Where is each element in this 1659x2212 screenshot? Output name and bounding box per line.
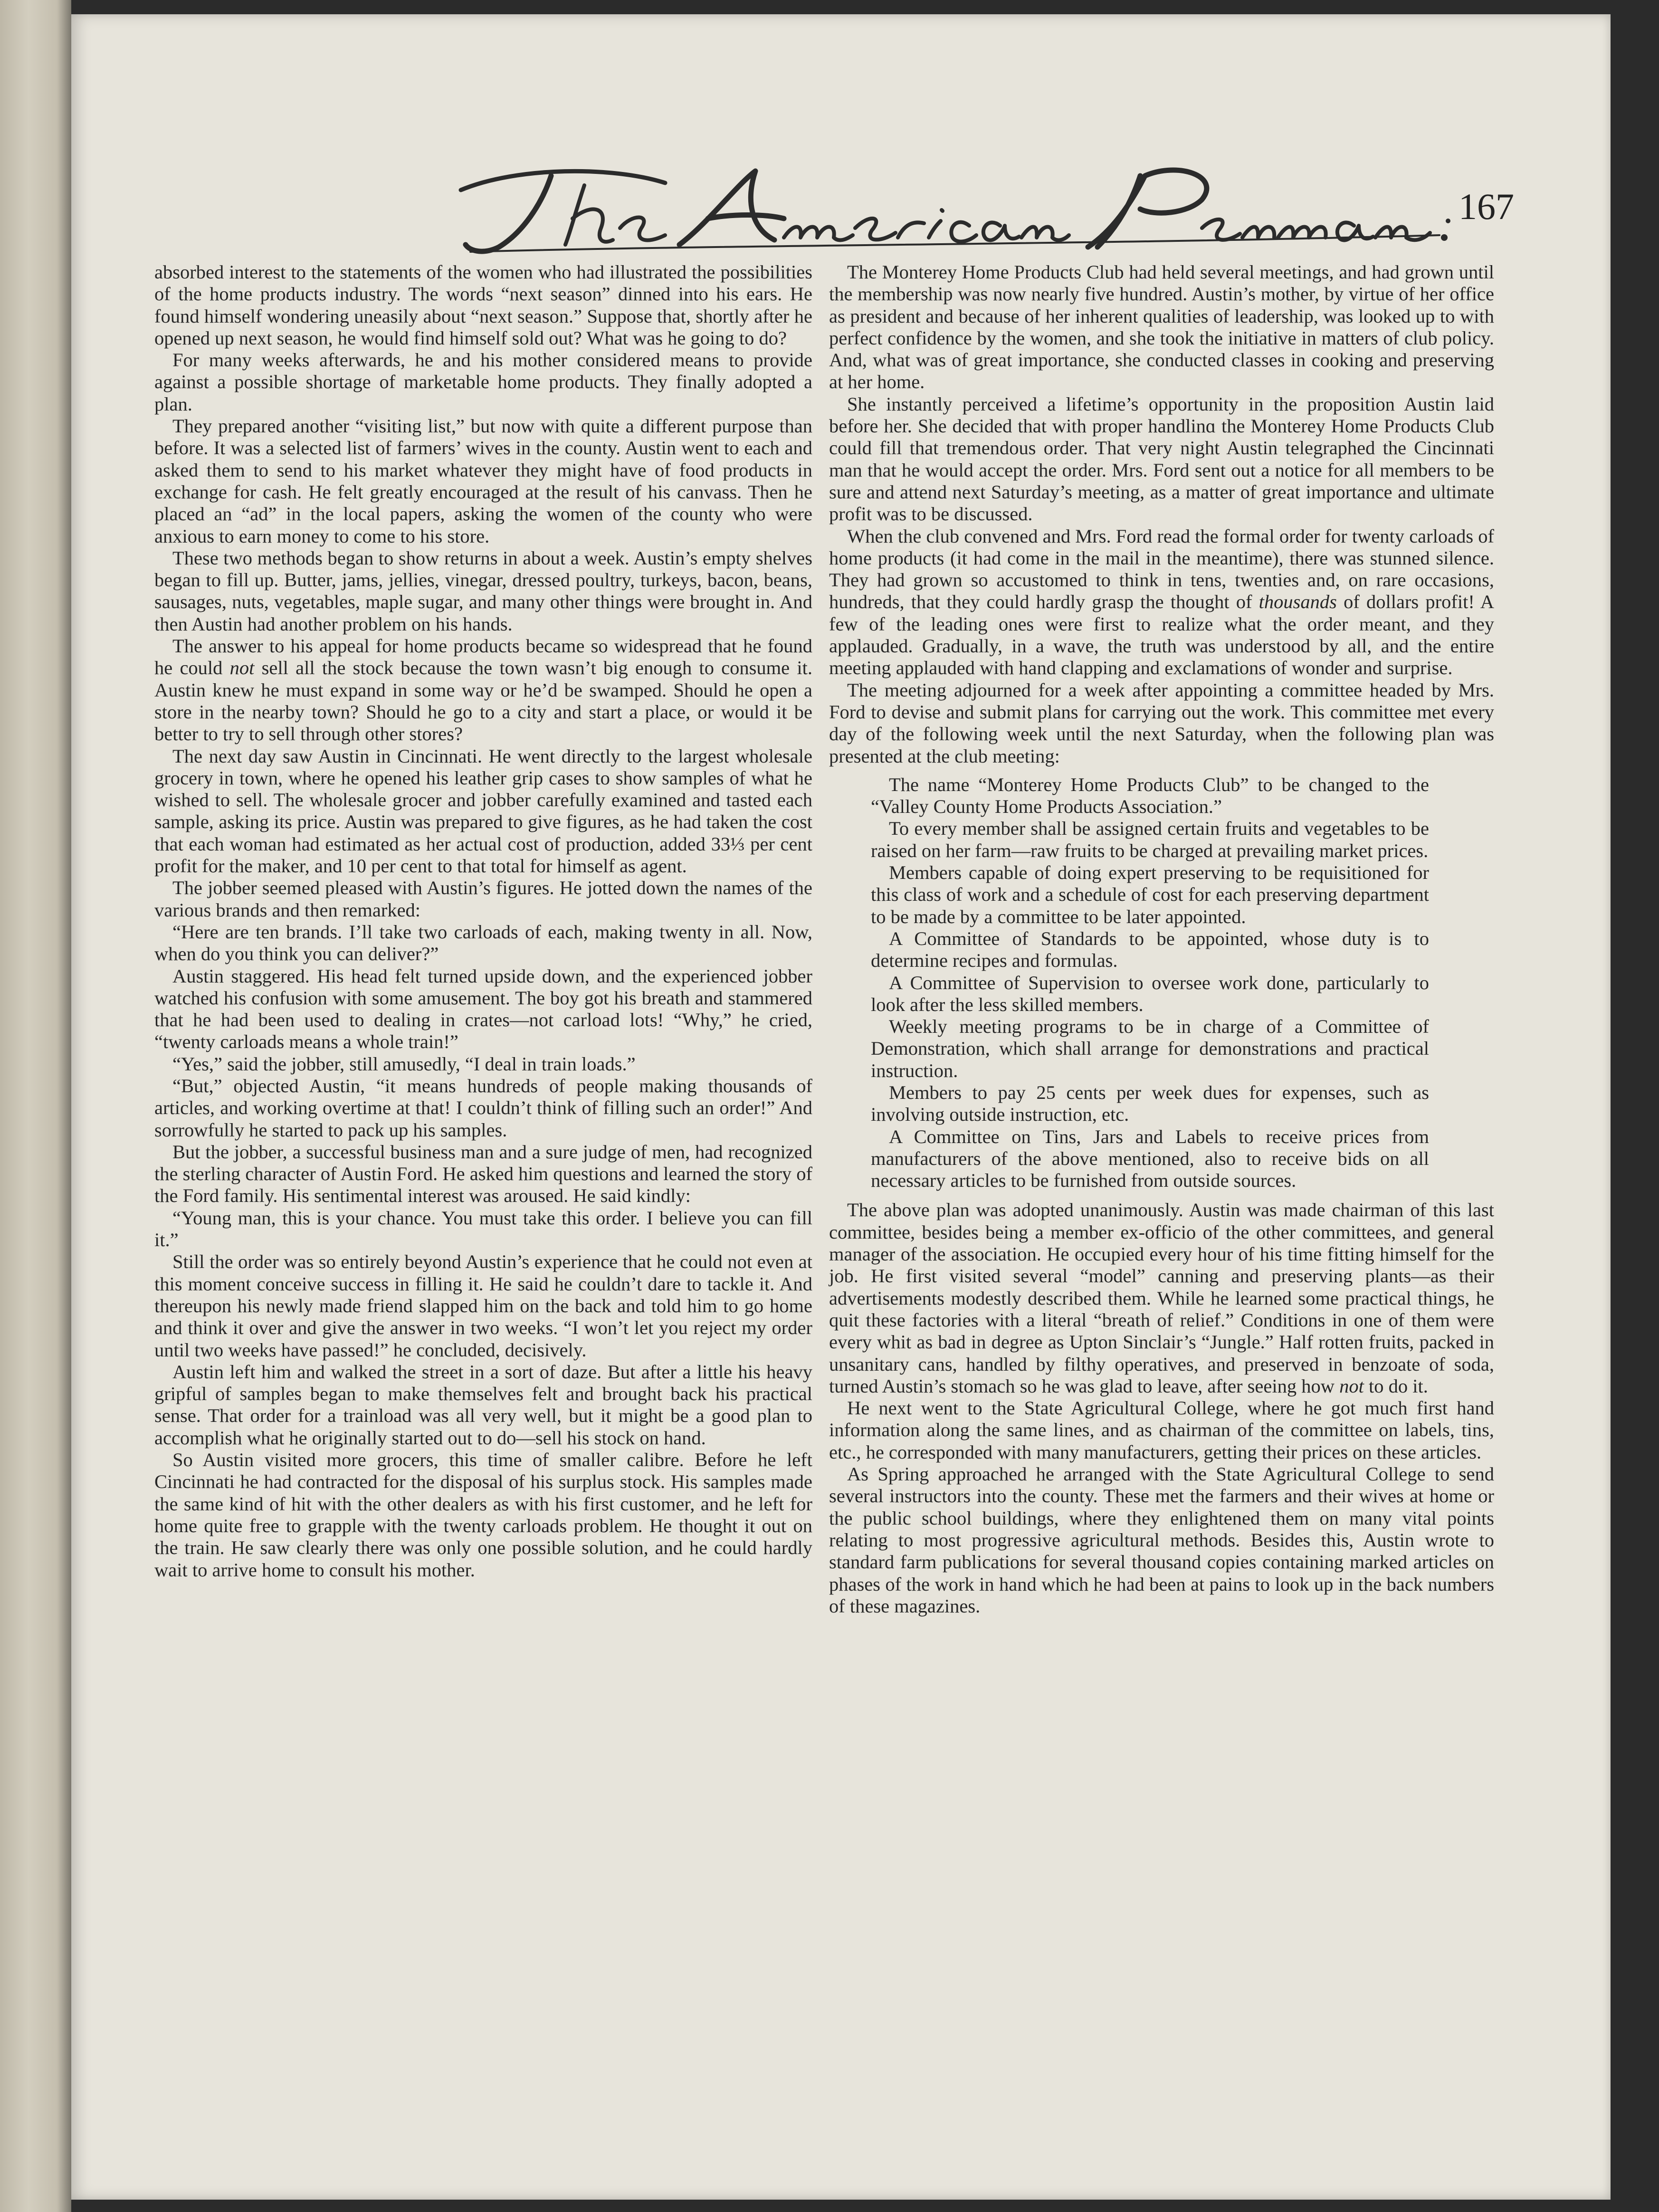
italic-word: thousands [1259,591,1337,613]
plan-item: A Committee on Tins, Jars and Labels to receive prices from manufacturers of the above mentioned, also to receive bids on all necessary articles to be furnished from outside sources. [871,1125,1429,1192]
text-run: The answer to his appeal for home products became so widespread that he found he could [154,635,812,679]
page-number: 167 [1459,186,1514,227]
text-run: The above plan was adopted unanimously. Austin was made chairman of this last committee, besides being a member ex-officio of the other committees, and general manager of the association. He occupied every hour of his time fitting himself for the job. He first visited several “model” canning and preserving plants—as their advertisements modestly described them. While he learned some practical things, he quit these factories with a literal “breath of relief.” Conditions in one of them were every whit as bad in degree as Upton Sinclair’s “Jungle.” Half rotten fruits, packed in unsanitary cans, handled by filthy operatives, and preserved in benzoate of soda, turned Austin’s stomach so he was glad to leave, after seeing how [829,1199,1494,1397]
plan-item: The name “Monterey Home Products Club” to be changed to the “Valley County Home Products Association.” [871,773,1429,818]
club-plan-list [871,774,1429,1192]
plan-item: Members to pay 25 cents per week dues for expenses, such as involving outside instruction, etc. [871,1081,1429,1125]
paragraph: “But,” objected Austin, “it means hundreds of people making thousands of articles, and working overtime at that! I couldn’t think of filling such an order!” And sorrowfully he started to pack up his samples. [154,1075,812,1141]
right-column [829,261,1494,1617]
previous-page-edge [0,0,71,2212]
paragraph: “Here are ten brands. I’ll take two carloads of each, making twenty in all. Now, when do you think you can deliver?” [154,921,812,965]
paragraph: Austin staggered. His head felt turned upside down, and the experienced jobber watched his confusion with some amusement. The boy got his breath and stammered that he had been used to dealing in crates—not carload lots! “Why,” he cried, “twenty carloads means a whole train!” [154,965,812,1053]
text-run: of dollars profit! A few of the leading ones were first to realize what the order meant, and they applauded. Gradually, in a wave, the truth was understood by all, and the entire meeting applauded with hand clapping and exclamations of wonder and surprise. [829,591,1494,679]
paragraph: The next day saw Austin in Cincinnati. He went directly to the largest wholesale grocery in town, where he opened his leather grip cases to show samples of what he wished to sell. The wholesale grocer and jobber carefully examined and tasted each sample, asking its price. Austin was prepared to give figures, as he had taken the cost that each woman had estimated as her actual cost of production, added 33⅓ per cent profit for the maker, and 10 per cent to that total for himself as agent. [154,745,812,877]
paragraph: Still the order was so entirely beyond Austin’s experience that he could not even at this moment conceive success in filling it. He said he couldn’t dare to tackle it. And thereupon his newly made friend slapped him on the back and told him to go home and think it over and give the answer in two weeks. “I won’t let you reject my order until two weeks have passed!” he concluded, decisively. [154,1251,812,1361]
italic-word: not [1339,1375,1364,1397]
paragraph: The Monterey Home Products Club had held several meetings, and had grown until the membership was now nearly five hundred. Austin’s mother, by virtue of her office as president and because of her inherent qualities of leadership, was looked up to with perfect confidence by the women, and she took the initiative in matters of club policy. And, what was of great importance, she conducted classes in cooking and preserving at her home. [829,261,1494,393]
paragraph: absorbed interest to the statements of the women who had illustrated the possibilities of the home products industry. The words “next season” dinned into his ears. He found himself wondering uneasily about “next season.” Suppose that, shortly after he opened up next season, he would find himself sold out? What was he going to do? [154,261,812,349]
italic-word: not [229,657,255,679]
plan-item: Members capable of doing expert preserving to be requisitioned for this class of work and a schedule of cost for each preserving department to be made by a committee to be later appointed. [871,862,1429,927]
plan-item: A Committee of Supervision to oversee work done, particularly to look after the less skilled members. [871,972,1429,1015]
paragraph: The meeting adjourned for a week after appointing a committee headed by Mrs. Ford to devise and submit plans for carrying out the work. This committee met every day of the following week until the next Saturday, when the following plan was presented at the club meeting: [829,679,1494,767]
paragraph: But the jobber, a successful business man and a sure judge of men, had recognized the sterling character of Austin Ford. He asked him questions and learned the story of the Ford family. His sentimental interest was aroused. He said kindly: [154,1141,812,1207]
magazine-page [71,14,1611,2200]
text-run: sell all the stock because the town wasn’t big enough to consume it. Austin knew he must expand in some way or he’d be swamped. Should he open a store in the nearby town? Should he go to a city and start a place, or would it be better to try to sell through other stores? [154,657,812,745]
paragraph [829,525,1494,679]
paragraph: “Yes,” said the jobber, still amusedly, “I deal in train loads.” [172,1053,636,1075]
plan-item: Weekly meeting programs to be in charge of a Committee of Demonstration, which shall arrange for demonstrations and practical instruction. [871,1016,1429,1081]
paragraph: He next went to the State Agricultural College, where he got much first hand information along the same lines, and as chairman of the committee on labels, tins, etc., he corresponded with many manufacturers, getting their prices on these articles. [829,1397,1494,1463]
paragraph: For many weeks afterwards, he and his mother considered means to provide against a possible shortage of marketable home products. They finally adopted a plan. [154,349,812,415]
paragraph: Austin left him and walked the street in a sort of daze. But after a little his heavy gripful of samples began to make themselves felt and brought back his practical sense. That order for a trainload was all very well, but it might be a good plan to accomplish what he originally started out to do—sell his stock on hand. [154,1361,812,1449]
paragraph: These two methods began to show returns in about a week. Austin’s empty shelves began to fill up. Butter, jams, jellies, vinegar, dressed poultry, turkeys, bacon, beans, sausages, nuts, vegetables, maple sugar, and many other things were brought in. And then Austin had another problem on his hands. [154,547,812,635]
plan-item: A Committee of Standards to be appointed, whose duty is to determine recipes and formulas. [871,927,1429,972]
paragraph [154,635,812,745]
paragraph [829,1199,1494,1397]
plan-item: To every member shall be assigned certain fruits and vegetables to be raised on her farm—raw fruits to be charged at prevailing market prices. [871,818,1429,861]
paragraph: So Austin visited more grocers, this time of smaller calibre. Before he left Cincinnati he had contracted for the disposal of his surplus stock. His samples made the same kind of hit with the other dealers as with his first customer, and he left for home quite free to grapple with the twenty carloads problem. He thought it out on the train. He saw clearly there was only one possible solution, and he could hardly wait to arrive home to consult his mother. [154,1449,812,1581]
paragraph: They prepared another “visiting list,” but now with quite a different purpose than before. It was a selected list of farmers’ wives in the county. Austin went to each and asked them to send to his market whatever they might have of food products in exchange for cash. He felt greatly encouraged at the result of his canvass. Then he placed an “ad” in the local papers, asking the women of the county who were anxious to earn money to come to his store. [154,415,812,547]
text-run: When the club convened and Mrs. Ford read the formal order for twenty carloads of home products (it had come in the mail in the meantime), there was stunned silence. They had grown so accustomed to think in tens, twenties and, on rare occasions, hundreds, that they could hardly grasp the thought of [829,525,1494,613]
text-run: to do it. [1363,1375,1428,1397]
left-column [154,261,812,1581]
paragraph: As Spring approached he arranged with the State Agricultural College to send several instructors into the county. These met the farmers and their wives at home or the public school buildings, where they enlightened them on many vital points relating to most progressive agricultural methods. Besides this, Austin wrote to standard farm publications for several thousand copies containing marked articles on phases of the work in hand which he had been at pains to look up in the back numbers of these magazines. [829,1463,1494,1617]
paragraph: She instantly perceived a lifetime’s opportunity in the proposition Austin laid before her. She decided that with proper handlinɑ the Monterey Home Products Club could fill that tremendous order. That very night Austin telegraphed the Cincinnati man that he would accept the order. Mrs. Ford sent out a notice for all members to be sure and attend next Saturday’s meeting, as a matter of great importance and ultimate profit was to be discussed. [829,393,1494,525]
masthead-script-logo [442,157,1468,257]
paragraph: “Young man, this is your chance. You must take this order. I believe you can fill it.” [154,1207,812,1251]
paragraph: The jobber seemed pleased with Austin’s figures. He jotted down the names of the various brands and then remarked: [154,877,812,921]
